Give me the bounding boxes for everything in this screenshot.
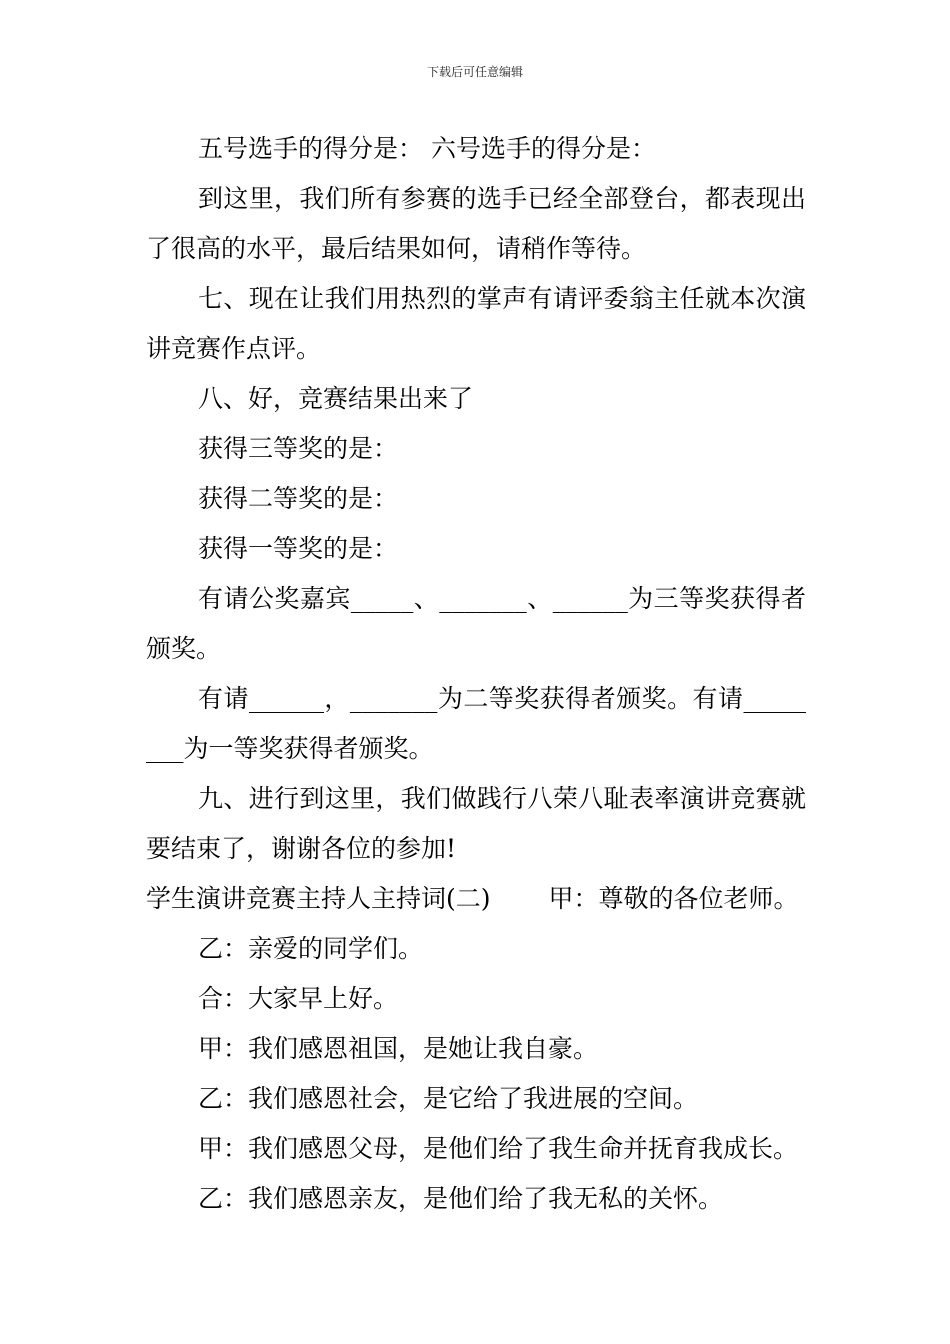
dialogue-line: 乙：我们感恩社会，是它给了我进展的空间。 [198, 1084, 699, 1113]
paragraph-third-prize-presenters: 有请公奖嘉宾_____、_______、______为三等奖获得者颁奖。 [146, 584, 806, 663]
paragraph-scores-5-6: 五号选手的得分是： 六号选手的得分是： [198, 134, 656, 163]
paragraph-third-prize: 获得三等奖的是： [198, 434, 399, 463]
section-title-host-script-2: 学生演讲竞赛主持人主持词(二) 甲：尊敬的各位老师。 [146, 884, 799, 913]
paragraph-judge-comment: 七、现在让我们用热烈的掌声有请评委翁主任就本次演讲竞赛作点评。 [146, 284, 806, 363]
page-header: 下载后可任意编辑 [426, 65, 523, 79]
paragraph-closing: 九、进行到这里，我们做践行八荣八耻表率演讲竞赛就要结束了，谢谢各位的参加! [146, 784, 806, 863]
dialogue-line: 甲：我们感恩父母，是他们给了我生命并抚育我成长。 [198, 1134, 799, 1163]
paragraph-second-first-prize-presenters: 有请______，_______为二等奖获得者颁奖。有请________为一等奖获得者颁奖。 [146, 684, 806, 763]
dialogue-line: 合：大家早上好。 [198, 984, 399, 1013]
dialogue-line: 乙：亲爱的同学们。 [198, 934, 424, 963]
paragraph-second-prize: 获得二等奖的是： [198, 484, 399, 513]
document-body [146, 124, 806, 1224]
dialogue-line: 乙：我们感恩亲友，是他们给了我无私的关怀。 [198, 1184, 724, 1213]
paragraph-results-out: 八、好，竞赛结果出来了 [198, 384, 474, 413]
paragraph-first-prize: 获得一等奖的是： [198, 534, 399, 563]
dialogue-line: 甲：我们感恩祖国，是她让我自豪。 [198, 1034, 599, 1063]
paragraph-all-contestants: 到这里，我们所有参赛的选手已经全部登台，都表现出了很高的水平，最后结果如何，请稍作等待。 [146, 184, 806, 263]
